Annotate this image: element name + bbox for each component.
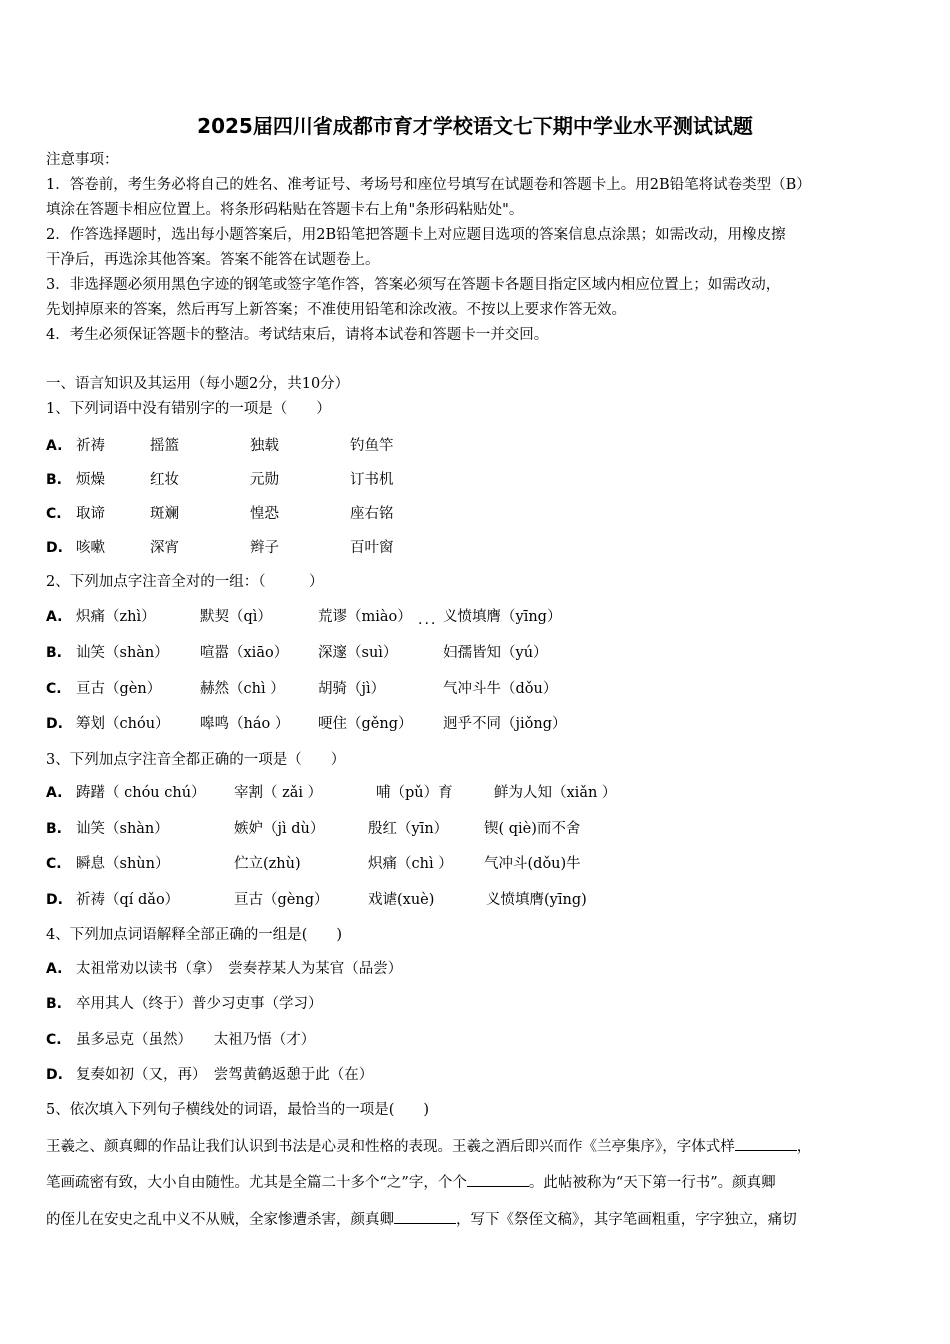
option-cell: 嫉妒（jì dù） (234, 821, 325, 837)
question-stem: 1、下列词语中没有错别字的一项是（ ） (46, 401, 331, 417)
option-cell: 取谛 (76, 506, 105, 522)
option-cell: 深宵 (150, 540, 179, 556)
option-cell: 炽痛（zhì） (76, 609, 156, 625)
passage-text: 王羲之、颜真卿的作品让我们认识到书法是心灵和性格的表现。王羲之酒后即兴而作《兰亭集序》，字体式样 (46, 1139, 735, 1155)
option-label: A. (46, 785, 63, 801)
option-cell: 义愤填膺(yīng) (486, 892, 587, 908)
option-cell: 祈祷 (76, 438, 105, 454)
option-cell: 哺（pǔ）育 (376, 785, 453, 801)
passage-text: 。此帖被称为“天下第一行书”。颜真卿 (528, 1175, 776, 1191)
option-text: 太祖常劝以读书（拿） 尝奏荐某人为某官（品尝） (76, 961, 403, 977)
option-label: C. (46, 1032, 62, 1048)
option-cell: 荒谬（miào） (318, 609, 412, 625)
option-cell: 惶恐 (250, 506, 279, 522)
question-stem: 3、下列加点字注音全都正确的一项是（ ） (46, 752, 346, 768)
option-cell: 烦燥 (76, 472, 105, 488)
option-label: C. (46, 856, 62, 872)
option-label: B. (46, 821, 62, 837)
notice-line: 填涂在答题卡相应位置上。将条形码粘贴在答题卡右上角"条形码粘贴处"。 (46, 202, 524, 218)
option-cell: 气冲斗牛（dǒu） (443, 681, 558, 697)
option-cell: 宰割（ zǎi ） (234, 785, 323, 801)
option-cell: 祈祷（qí dǎo） (76, 892, 180, 908)
option-label: C. (46, 506, 62, 522)
option-cell: 锲( qiè)而不舍 (484, 821, 581, 837)
option-cell: 咳嗽 (76, 540, 105, 556)
passage-text: ， (796, 1139, 812, 1155)
notice-line: 2．作答选择题时，选出每小题答案后，用2B铅笔把答题卡上对应题目选项的答案信息点涂黑；如需改动，用橡皮擦 (46, 227, 786, 243)
emphasis-dots: ... (418, 612, 438, 628)
option-cell: 伫立(zhù) (234, 856, 301, 872)
option-cell: 胡骑（jì） (318, 681, 386, 697)
option-cell: 殷红（yīn） (368, 821, 449, 837)
option-label: A. (46, 609, 63, 625)
option-cell: 气冲斗(dǒu)牛 (484, 856, 581, 872)
passage-line (46, 1209, 797, 1230)
option-cell: 辫子 (250, 540, 279, 556)
option-cell: 赫然（chì ） (200, 681, 285, 697)
option-label: D. (46, 540, 63, 556)
option-cell: 摇篮 (150, 438, 179, 454)
option-cell: 嗥鸣（háo ） (200, 716, 290, 732)
option-cell: 鲜为人知（xiǎn ） (494, 785, 617, 801)
passage-text: 的侄儿在安史之乱中义不从贼，全家惨遭杀害，颜真卿 (46, 1212, 394, 1228)
option-cell: 座右铭 (350, 506, 394, 522)
fill-blank[interactable] (394, 1209, 456, 1224)
option-cell: 亘古（gèn） (76, 681, 162, 697)
option-cell: 讪笑（shàn） (76, 645, 169, 661)
passage-text: 笔画疏密有致，大小自由随性。尤其是全篇二十多个“之”字，个个 (46, 1175, 467, 1191)
option-text: 虽多忌克（虽然） 太祖乃悟（才） (76, 1032, 316, 1048)
passage-text: ，写下《祭侄文稿》，其字笔画粗重，字字独立，痛切 (456, 1212, 797, 1228)
option-label: B. (46, 645, 62, 661)
option-cell: 斑斓 (150, 506, 179, 522)
question-stem: 2、下列加点字注音全对的一组：（ ） (46, 574, 324, 590)
option-text: 复奏如初（又，再） 尝驾黄鹤返憩于此（在） (76, 1067, 374, 1083)
option-label: A. (46, 438, 63, 454)
option-cell: 戏谑(xuè) (368, 892, 435, 908)
option-cell: 喧嚣（xiāo） (200, 645, 289, 661)
notice-heading: 注意事项： (46, 152, 119, 168)
notice-line: 1．答卷前，考生务必将自己的姓名、准考证号、考场号和座位号填写在试题卷和答题卡上。用2B铅笔将试卷类型（B） (46, 177, 811, 193)
option-cell: 元勋 (250, 472, 279, 488)
option-cell: 红妆 (150, 472, 179, 488)
page-title: 2025届四川省成都市育才学校语文七下期中学业水平测试试题 (197, 114, 753, 138)
notice-line: 干净后，再选涂其他答案。答案不能答在试题卷上。 (46, 252, 380, 268)
option-label: B. (46, 996, 62, 1012)
option-cell: 迥乎不同（jiǒng） (443, 716, 567, 732)
question-stem: 4、下列加点词语解释全部正确的一组是( ) (46, 927, 343, 943)
option-cell: 订书机 (350, 472, 394, 488)
option-cell: 筹划（chóu） (76, 716, 170, 732)
option-label: A. (46, 961, 63, 977)
option-cell: 钓鱼竿 (350, 438, 394, 454)
option-label: D. (46, 892, 63, 908)
section-heading: 一、语言知识及其运用（每小题2分，共10分） (46, 376, 350, 392)
option-text: 卒用其人（终于）普少习吏事（学习） (76, 996, 323, 1012)
notice-line: 先划掉原来的答案，然后再写上新答案；不准使用铅笔和涂改液。不按以上要求作答无效。 (46, 302, 626, 318)
option-cell: 百叶窗 (350, 540, 394, 556)
question-stem: 5、依次填入下列句子横线处的词语，最恰当的一项是( ) (46, 1102, 430, 1118)
option-cell: 亘古（gèng） (234, 892, 329, 908)
option-cell: 义愤填膺（yīng） (443, 609, 562, 625)
option-cell: 妇孺皆知（yú） (443, 645, 548, 661)
option-cell: 独载 (250, 438, 279, 454)
notice-line: 3．非选择题必须用黑色字迹的钢笔或签字笔作答，答案必须写在答题卡各题目指定区域内相应位置上；如需改动， (46, 277, 781, 293)
fill-blank[interactable] (467, 1172, 529, 1187)
option-cell: 瞬息（shùn） (76, 856, 170, 872)
notice-line: 4．考生必须保证答题卡的整洁。考试结束后，请将本试卷和答题卡一并交回。 (46, 327, 549, 343)
option-label: B. (46, 472, 62, 488)
option-label: D. (46, 1067, 63, 1083)
option-cell: 哽住（gěng） (318, 716, 413, 732)
option-cell: 默契（qì） (200, 609, 272, 625)
option-label: C. (46, 681, 62, 697)
option-cell: 踌躇（ chóu chú） (76, 785, 206, 801)
option-cell: 深邃（suì） (318, 645, 398, 661)
passage-line (46, 1136, 811, 1157)
option-label: D. (46, 716, 63, 732)
passage-line (46, 1172, 776, 1193)
fill-blank[interactable] (735, 1136, 797, 1151)
option-cell: 炽痛（chì ） (368, 856, 453, 872)
option-cell: 讪笑（shàn） (76, 821, 169, 837)
